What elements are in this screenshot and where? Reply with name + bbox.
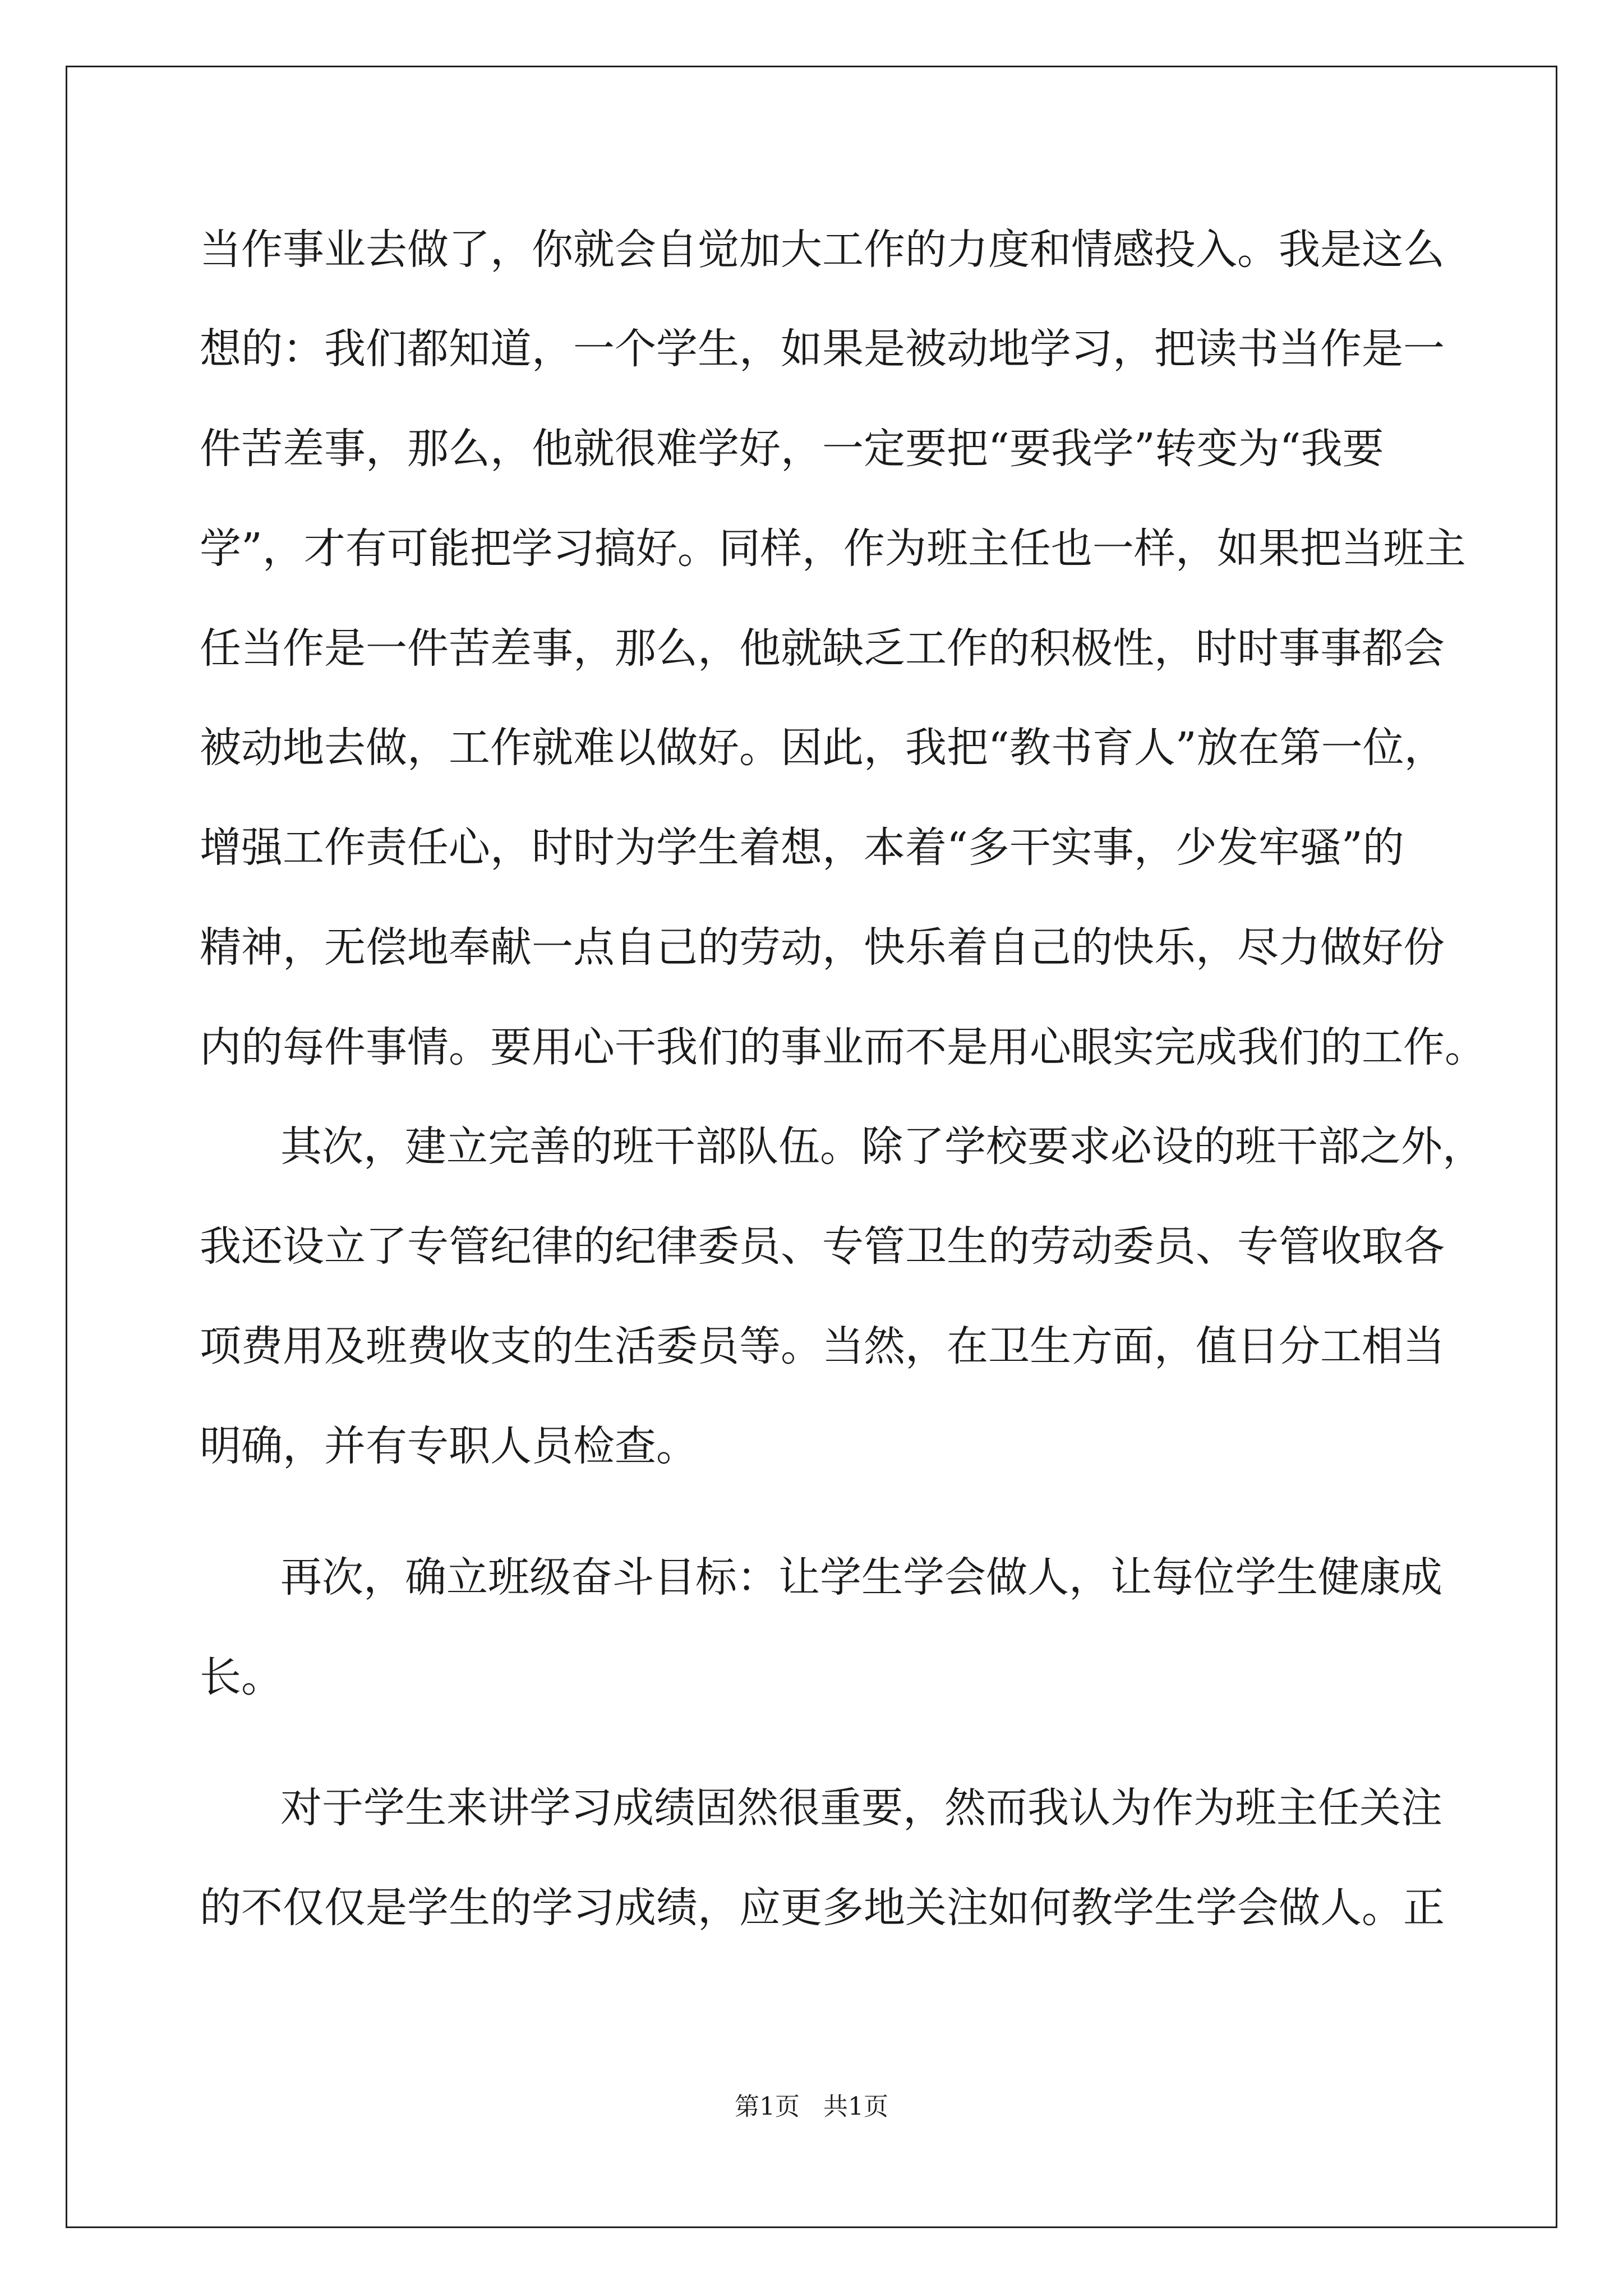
text-line: 被动地去做，工作就难以做好。因此，我把“教书育人”放在第一位， [200,724,1446,772]
text-line: 增强工作责任心，时时为学生着想，本着“多干实事，少发牢骚”的 [200,823,1404,872]
text-line: 我还设立了专管纪律的纪律委员、专管卫生的劳动委员、专管收取各 [200,1222,1445,1271]
text-line: 学”，才有可能把学习搞好。同样，作为班主任也一样，如果把当班主 [200,524,1466,573]
text-line: 明确，并有专职人员检查。 [200,1422,698,1470]
page-footer: 第1页 共1页 [735,2092,888,2121]
text-line: 项费用及班费收支的生活委员等。当然，在卫生方面，值日分工相当 [200,1322,1445,1370]
text-line: 当作事业去做了，你就会自觉加大工作的力度和情感投入。我是这么 [200,226,1445,274]
text-line: 件苦差事，那么，他就很难学好，一定要把“要我学”转变为“我要 [200,425,1384,473]
text-line: 精神，无偿地奉献一点自己的劳动，快乐着自己的快乐，尽力做好份 [200,923,1445,972]
text-line: 想的：我们都知道，一个学生，如果是被动地学习，把读书当作是一 [200,325,1445,373]
text-line: 任当作是一件苦差事，那么，他就缺乏工作的积极性，时时事事都会 [200,624,1445,673]
text-line: 长。 [200,1653,283,1701]
paragraph-first-line: 其次，建立完善的班干部队伍。除了学校要求必设的班干部之外， [280,1122,1484,1171]
text-line: 的不仅仅是学生的学习成绩，应更多地关注如何教学生学会做人。正 [200,1884,1445,1932]
paragraph-first-line: 再次，确立班级奋斗目标：让学生学会做人，让每位学生健康成 [280,1553,1442,1602]
text-line: 内的每件事情。要用心干我们的事业而不是用心眼实完成我们的工作。 [200,1023,1486,1071]
paragraph-first-line: 对于学生来讲学习成绩固然很重要，然而我认为作为班主任关注 [280,1784,1442,1832]
